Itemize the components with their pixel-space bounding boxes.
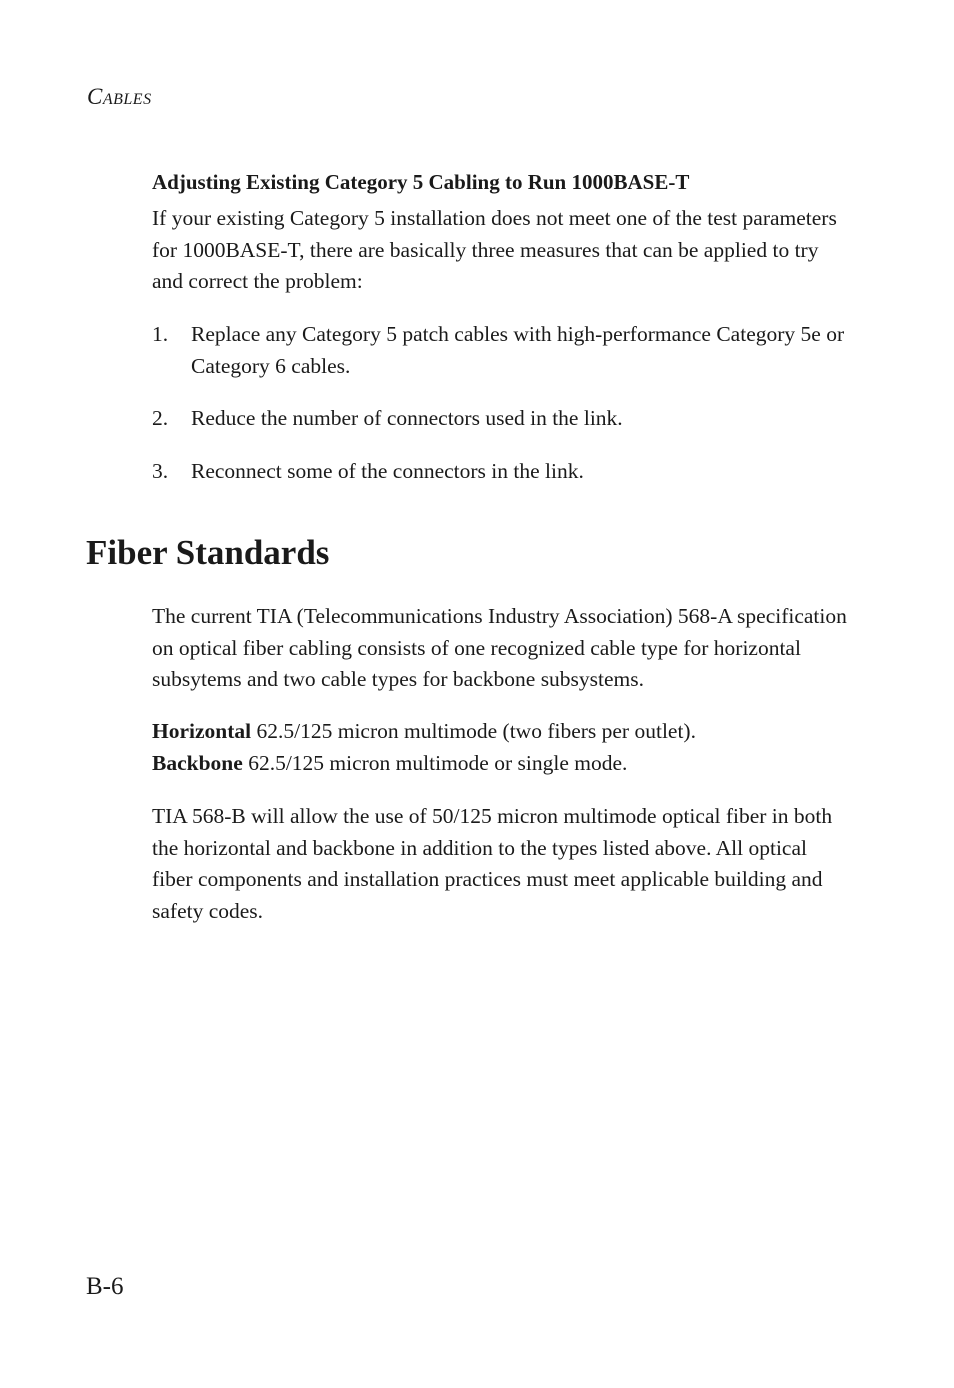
intro-paragraph: If your existing Category 5 installation does not meet one of the test parameters for 1000BASE-T, there are basically three measures that can be applied to try and correct the problem:: [152, 206, 837, 293]
running-header: [87, 84, 152, 110]
list-item-number: 2.: [152, 406, 169, 430]
subsection-heading: Adjusting Existing Category 5 Cabling to Run 1000BASE-T: [152, 170, 690, 194]
list-item: [152, 403, 852, 435]
list-item-number: 3.: [152, 459, 169, 483]
list-item: [152, 319, 852, 382]
list-item-text: Reduce the number of connectors used in the link.: [191, 406, 623, 430]
fiber-closing: [152, 801, 852, 927]
fiber-paragraph-2: TIA 568-B will allow the use of 50/125 micron multimode optical fiber in both the horizontal and backbone in addition to the types listed above. All optical fiber components and installation practices must meet applicable building and safety codes.: [152, 804, 833, 923]
definition-term: Horizontal: [152, 719, 252, 743]
definition-desc: 62.5/125 micron multimode (two fibers per outlet).: [251, 719, 696, 743]
definition-term: Backbone: [152, 750, 243, 775]
list-item: [152, 456, 852, 488]
running-header-rest: ABLES: [102, 91, 152, 108]
definitions-block: [152, 716, 852, 779]
section-title: Fiber Standards: [86, 533, 330, 572]
list-item-number: 1.: [152, 322, 169, 346]
subsection-intro: [152, 203, 852, 298]
page-number: B-6: [86, 1273, 124, 1300]
list-item-text: Replace any Category 5 patch cables with high-performance Category 5e or Category 6 cables.: [191, 322, 845, 378]
fiber-intro: [152, 601, 852, 696]
definition-desc: 62.5/125 micron multimode or single mode.: [242, 750, 628, 775]
list-item-text: Reconnect some of the connectors in the link.: [191, 459, 584, 483]
fiber-paragraph-1: The current TIA (Telecommunications Industry Association) 568-A specification on optical fiber cabling consists of one recognized cable type for horizontal subsytems and two cable types for backbone subsystems.: [152, 604, 847, 691]
running-header-initial: C: [87, 84, 103, 109]
definition-backbone: [152, 748, 852, 780]
definition-horizontal: [152, 716, 852, 748]
